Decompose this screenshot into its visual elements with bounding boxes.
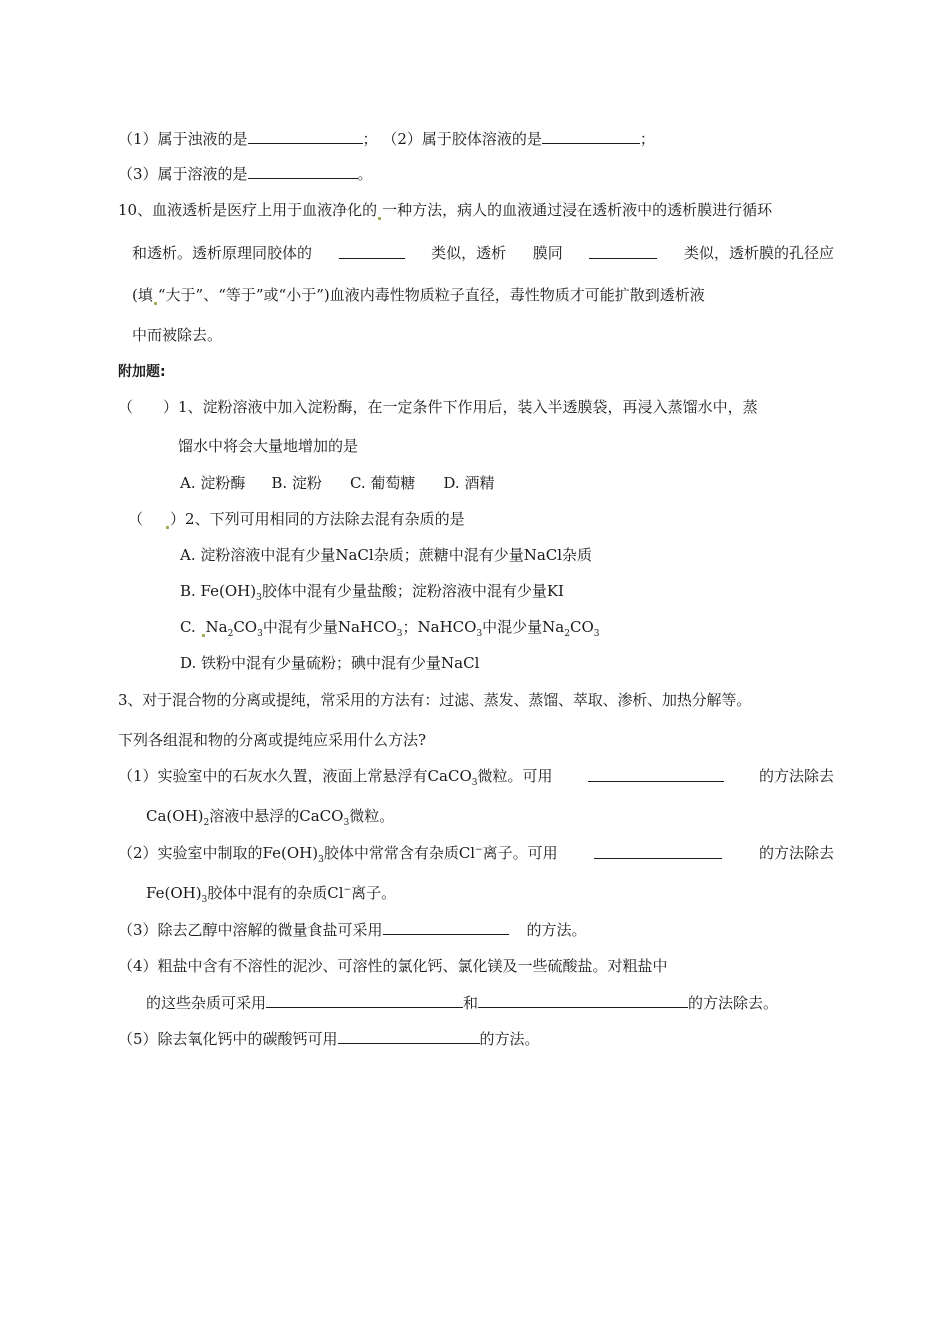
q10-blank-2[interactable] — [589, 243, 657, 259]
extra-q1-line-2: 馏水中将会大量地增加的是 — [178, 437, 359, 455]
extra-q1-line-1: （ ）1、淀粉溶液中加入淀粉酶，在一定条件下作用后，装入半透膜袋，再浸入蒸馏水中，蒸 — [118, 398, 758, 416]
q9-blank-3[interactable] — [248, 163, 358, 179]
q3-blank-1[interactable] — [588, 766, 724, 782]
extra-q3-s2-line-1: （2）实验室中制取的$Fe(OH)_3$胶体中常常含有杂质Cl−离子。可用 的方法除去 — [118, 844, 834, 865]
option-d: D. 酒精 — [443, 474, 495, 492]
mark-dot — [154, 302, 157, 305]
q10-line-2: 和透析。透析原理同胶体的 类似，透析 膜同 类似，透析膜的孔径应 — [132, 244, 834, 262]
extra-heading: 附加题: — [118, 364, 166, 380]
option-c: C. 葡萄糖 — [349, 474, 416, 492]
q3-blank-3[interactable] — [383, 919, 509, 935]
extra-q2-option-c: C. $Na_2CO_3$中混有少量NaHCO$_3$；NaHCO$_3$中混少量$Na_2CO_3$ — [180, 618, 600, 639]
q9-blank-1[interactable] — [248, 128, 363, 144]
q10-line-4: 中而被除去。 — [132, 326, 223, 344]
mark-dot — [166, 526, 169, 529]
extra-q2-line-1: （ ）2、下列可用相同的方法除去混有杂质的是 — [128, 510, 465, 528]
mark-dot — [378, 217, 381, 220]
extra-q3-stem-2: 下列各组混和物的分离或提纯应采用什么方法? — [118, 731, 427, 749]
q3-blank-4[interactable] — [266, 992, 463, 1008]
extra-q2-option-a: A. 淀粉溶液中混有少量NaCl杂质；蔗糖中混有少量NaCl杂质 — [180, 546, 593, 564]
mark-dot — [202, 634, 205, 637]
q3-blank-6[interactable] — [338, 1028, 480, 1044]
extra-q3-s4-line-1: （4）粗盐中含有不溶性的泥沙、可溶性的氯化钙、氯化镁及一些硫酸盐。对粗盐中 — [118, 957, 668, 975]
q10-line-1: 10、血液透析是医疗上用于血液净化的 一种方法，病人的血液通过浸在透析液中的透析膜进行循环 — [118, 201, 773, 219]
q3-blank-2[interactable] — [594, 843, 722, 859]
q9-blank-2[interactable] — [542, 128, 640, 144]
extra-q3-s3: （3）除去乙醇中溶解的微量食盐可采用 的方法。 — [118, 921, 587, 939]
q3-blank-5[interactable] — [478, 992, 688, 1008]
extra-q3-s4-line-2: 的这些杂质可采用 和 的方法除去。 — [146, 994, 779, 1012]
answer-paren[interactable]: （ ） — [118, 398, 179, 416]
q9-line-1: （1）属于浊液的是 ； （2）属于胶体溶液的是 ； — [118, 130, 655, 148]
extra-q1-options — [180, 473, 494, 493]
q9-line-2: （3）属于溶液的是 。 — [118, 165, 373, 183]
extra-q3-s1-line-1: （1）实验室中的石灰水久置，液面上常悬浮有CaCO$_3$微粒。可用 的方法除去 — [118, 767, 834, 788]
option-b: B. 淀粉 — [271, 474, 322, 492]
q10-blank-1[interactable] — [339, 243, 405, 259]
extra-q2-option-d: D. 铁粉中混有少量硫粉；碘中混有少量NaCl — [180, 654, 480, 672]
extra-q3-s5: （5）除去氧化钙中的碳酸钙可用 的方法。 — [118, 1030, 540, 1048]
extra-q3-stem-1: 3、对于混合物的分离或提纯，常采用的方法有：过滤、蒸发、蒸馏、萃取、渗析、加热分解等。 — [118, 691, 752, 709]
q10-line-3: (填 “大于”、“等于”或“小于”)血液内毒性物质粒子直径，毒性物质才可能扩散到透析液 — [132, 286, 705, 304]
extra-q3-s1-line-2: $Ca(OH)_2$溶液中悬浮的CaCO$_3$微粒。 — [146, 807, 395, 828]
extra-q3-s2-line-2: $Fe(OH)_3$胶体中混有的杂质Cl−离子。 — [146, 884, 397, 905]
option-a: A. 淀粉酶 — [180, 474, 246, 492]
extra-q2-option-b: B. $Fe(OH)_3$胶体中混有少量盐酸；淀粉溶液中混有少量KI — [180, 582, 564, 603]
